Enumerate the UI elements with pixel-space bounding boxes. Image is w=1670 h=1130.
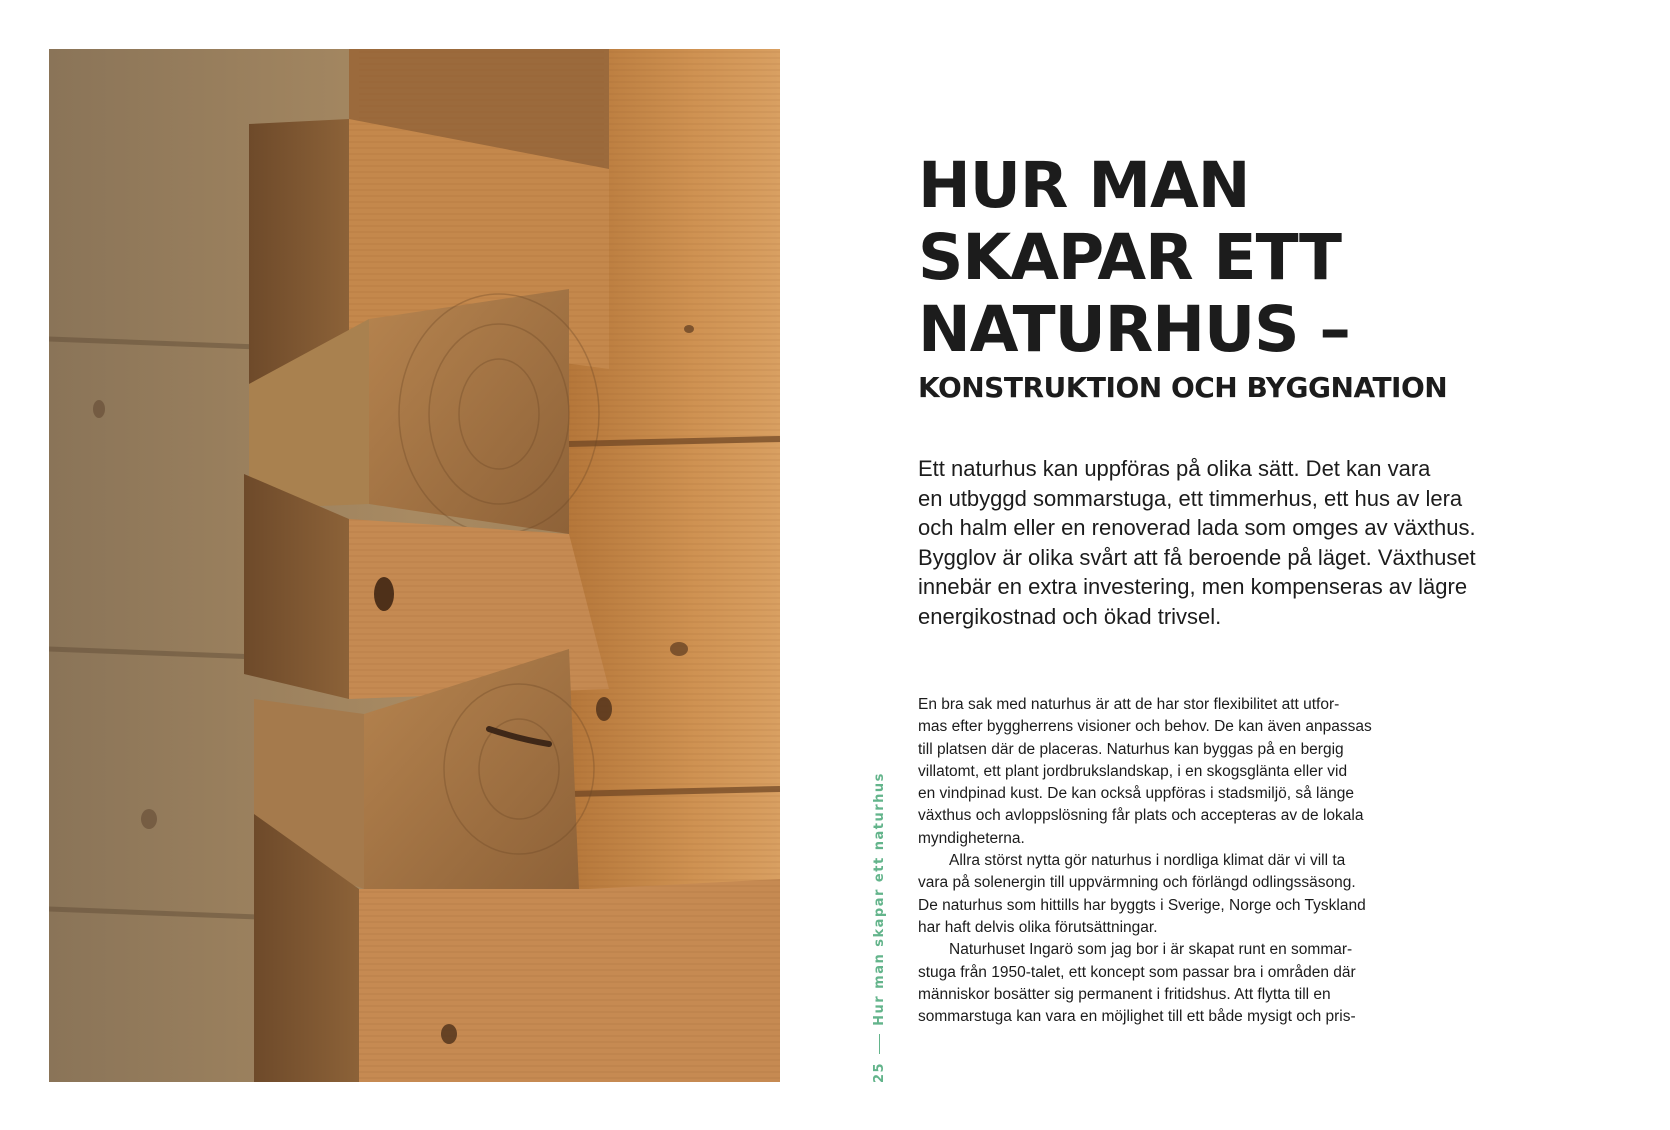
body-line: människor bosätter sig permanent i fritidshus. Att flytta till en bbox=[918, 985, 1331, 1003]
title-line: NATURHUS – bbox=[918, 293, 1350, 366]
log-corner-illustration bbox=[49, 49, 780, 1082]
body-line: till platsen där de placeras. Naturhus kan byggas på en bergig bbox=[918, 740, 1344, 758]
body-line: sommarstuga kan vara en möjlighet till ett både mysigt och pris- bbox=[918, 1008, 1356, 1026]
knot bbox=[374, 577, 394, 611]
running-title: Hur man skapar ett naturhus bbox=[872, 772, 887, 1026]
page-number: 25 bbox=[872, 1061, 887, 1083]
body-paragraph bbox=[918, 694, 1418, 850]
spine-label bbox=[872, 772, 887, 1083]
body-line: Naturhuset Ingarö som jag bor i är skapat runt en sommar- bbox=[949, 941, 1353, 959]
title-line: HUR MAN bbox=[918, 149, 1250, 222]
body-line: Allra störst nytta gör naturhus i nordliga klimat där vi vill ta bbox=[949, 852, 1346, 870]
spine-rule bbox=[879, 1034, 881, 1054]
lead-line: Bygglov är olika svårt att få beroende på läget. Växthuset bbox=[918, 544, 1476, 570]
lead-line: en utbyggd sommarstuga, ett timmerhus, ett hus av lera bbox=[918, 485, 1463, 511]
body-line: en vindpinad kust. De kan också uppföras i stadsmiljö, så länge bbox=[918, 785, 1354, 803]
body-line: stuga från 1950-talet, ett koncept som passar bra i områden där bbox=[918, 963, 1356, 981]
lead-line: Ett naturhus kan uppföras på olika sätt. Det kan vara bbox=[918, 456, 1431, 481]
body-line: villatomt, ett plant jordbrukslandskap, i en skogsglänta eller vid bbox=[918, 762, 1348, 780]
chapter-subtitle: KONSTRUKTION OCH BYGGNATION bbox=[918, 371, 1448, 404]
lead-line: innebär en extra investering, men kompenseras av lägre bbox=[918, 574, 1468, 599]
lead-line: energikostnad och ökad trivsel. bbox=[918, 603, 1222, 629]
log-corner-photo bbox=[49, 49, 780, 1082]
body-line: De naturhus som hittills har byggts i Sverige, Norge och Tyskland bbox=[918, 896, 1366, 914]
body-line: mas efter byggherrens visioner och behov. De kan även anpassas bbox=[918, 718, 1372, 736]
body-line: växthus och avloppslösning får plats och accepteras av de lokala bbox=[918, 807, 1364, 825]
body-paragraph bbox=[918, 939, 1418, 1028]
body-line: myndigheterna. bbox=[918, 829, 1025, 847]
chapter-title bbox=[918, 150, 1558, 366]
body-text bbox=[918, 694, 1418, 1028]
body-line: vara på solenergin till uppvärmning och förlängd odlingssäsong. bbox=[918, 874, 1356, 892]
body-line: En bra sak med naturhus är att de har stor flexibilitet att utfor- bbox=[918, 696, 1340, 713]
lead-paragraph bbox=[918, 454, 1508, 631]
body-line: har haft delvis olika förutsättningar. bbox=[918, 918, 1158, 936]
title-line: SKAPAR ETT bbox=[918, 221, 1341, 294]
lead-line: och halm eller en renoverad lada som omges av växthus. bbox=[918, 515, 1476, 540]
body-paragraph bbox=[918, 850, 1418, 939]
